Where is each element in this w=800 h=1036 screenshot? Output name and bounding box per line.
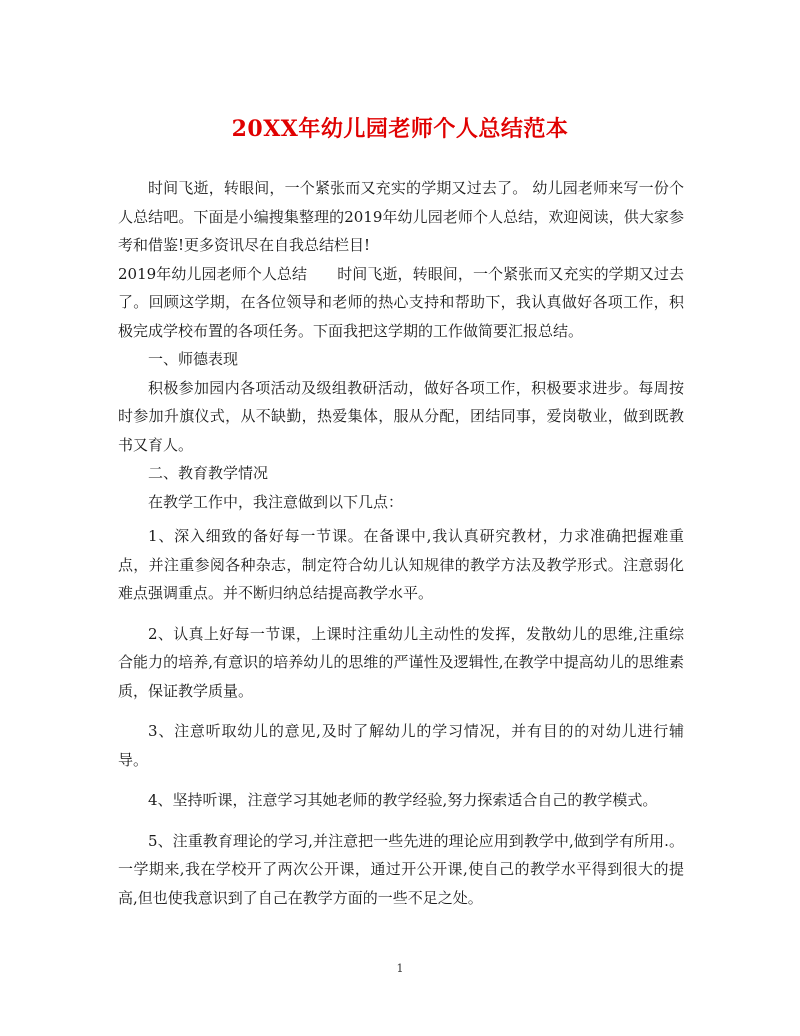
page-number: 1 (396, 962, 404, 975)
ethics-paragraph: 积极参加园内各项活动及级组教研活动，做好各项工作，积极要求进步。每周按时参加升旗仪式，从不缺勤，热爱集体，服从分配，团结同事，爱岗敬业，做到既教书又育人。 (118, 378, 684, 454)
section-heading-ethics: 一、师德表现 (148, 350, 239, 368)
summary-paragraph: 2019年幼儿园老师个人总结 时间飞逝，转眼间，一个紧张而又充实的学期又过去了。回顾这学期，在各位领导和老师的热心支持和帮助下，我认真做好各项工作，积极完成学校布置的各项任务。下面我把这学期的工作做简要汇报总结。 (118, 264, 684, 340)
document-title: 20XX年幼儿园老师个人总结范本 (231, 116, 569, 142)
teaching-point-2: 2、认真上好每一节课，上课时注重幼儿主动性的发挥，发散幼儿的思维,注重综合能力的培养,有意识的培养幼儿的思维的严谨性及逻辑性,在教学中提高幼儿的思维素质，保证教学质量。 (118, 624, 684, 700)
teaching-point-5: 5、注重教育理论的学习,并注意把一些先进的理论应用到教学中,做到学有所用.。一学期来,我在学校开了两次公开课，通过开公开课,使自己的教学水平得到很大的提高,但也使我意识到了自己在教学方面的一些不足之处。 (118, 831, 684, 907)
teaching-point-1: 1、深入细致的备好每一节课。在备课中,我认真研究教材，力求准确把握难重点，并注重参阅各种杂志，制定符合幼儿认知规律的教学方法及教学形式。注意弱化难点强调重点。并不断归纳总结提高教学水平。 (118, 527, 684, 602)
intro-paragraph: 时间飞逝，转眼间，一个紧张而又充实的学期又过去了。 幼儿园老师来写一份个人总结吧。下面是小编搜集整理的2019年幼儿园老师个人总结，欢迎阅读，供大家参考和借鉴!更多资讯尽在自我总结栏目! (118, 179, 684, 254)
teaching-intro-paragraph: 在教学工作中，我注意做到以下几点： (148, 492, 404, 511)
section-heading-teaching: 二、教育教学情况 (148, 464, 269, 482)
document-body (118, 174, 684, 912)
teaching-point-4: 4、坚持听课，注意学习其她老师的教学经验,努力探索适合自己的教学模式。 (148, 791, 658, 809)
teaching-point-3: 3、注意听取幼儿的意见,及时了解幼儿的学习情况，并有目的的对幼儿进行辅导。 (118, 722, 684, 769)
